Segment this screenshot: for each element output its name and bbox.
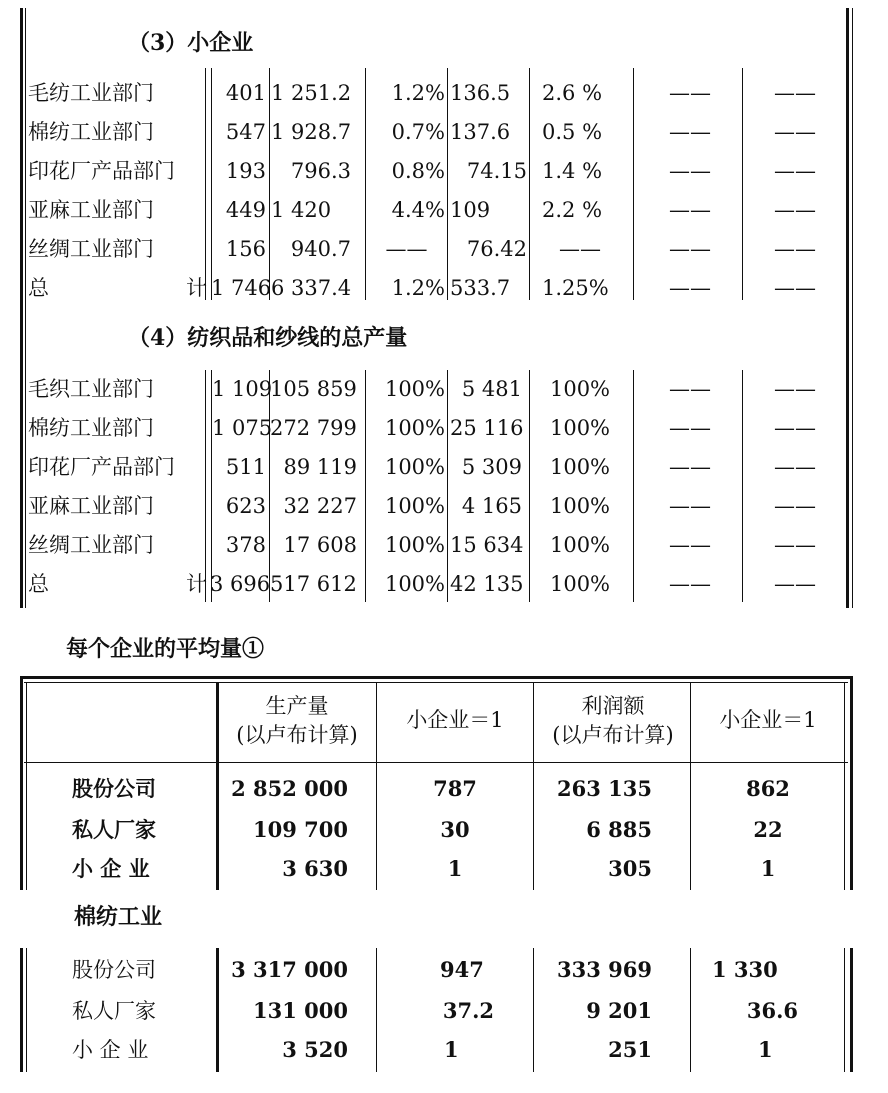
s3-cell-c2: 1 420 — [271, 198, 332, 222]
s3-cell-c1: 193 — [225, 159, 266, 183]
cotton-col-line — [533, 948, 534, 1072]
s4-cell-c5: 100% — [549, 533, 611, 557]
cotton-cell-c3: 333 969 — [557, 957, 652, 982]
s4-cell-c1: 1 075 — [212, 416, 273, 440]
avg-cell-c4: 862 — [746, 776, 790, 801]
avg-header-profit: 利润额 — [581, 694, 645, 718]
s4-total-label-right: 计 — [186, 572, 207, 596]
s4-cell-c2: 17 608 — [283, 533, 357, 557]
upper-table-left-border — [20, 8, 23, 608]
section3-title: （3）小企业 — [128, 30, 254, 56]
s4-col-line — [205, 370, 206, 602]
s3-cell-c1: 449 — [225, 198, 266, 222]
s4-col-line — [269, 370, 270, 602]
cotton-row-name: 私人厂家 — [72, 999, 156, 1023]
avg-col-line — [376, 682, 377, 890]
s4-cell-c7: —— — [774, 533, 816, 557]
s3-col-line — [633, 68, 634, 300]
s4-cell-c3: 100% — [384, 416, 445, 440]
avg-header-profit-unit: (以卢布计算) — [552, 723, 674, 747]
s3-cell-c3: 4.4% — [391, 198, 445, 222]
s4-cell-c4: 4 165 — [461, 494, 522, 518]
avg-table-right-border-inner — [844, 682, 845, 890]
s3-cell-c4: 136.5 — [450, 81, 511, 105]
s4-row-name: 亚麻工业部门 — [28, 494, 154, 518]
s4-row-name: 印花厂产品部门 — [28, 455, 175, 479]
s4-total-c4: 42 135 — [450, 572, 524, 596]
s4-cell-c2: 89 119 — [283, 455, 357, 479]
s4-total-c1: 3 696 — [210, 572, 271, 596]
s4-col-line — [211, 370, 212, 602]
s4-cell-c5: 100% — [549, 455, 611, 479]
s4-total-c3: 100% — [384, 572, 445, 596]
upper-table-right-border — [846, 8, 849, 608]
section4-title: （4）纺织品和纱线的总产量 — [128, 325, 408, 351]
avg-table-top-border — [20, 676, 852, 679]
avg-header-ratio-2: 小企业＝1 — [719, 708, 817, 732]
s4-cell-c6: —— — [669, 377, 711, 401]
s3-cell-c4: 74.15 — [466, 159, 527, 183]
s3-cell-c5: —— — [559, 237, 601, 261]
cotton-title: 棉纺工业 — [74, 904, 163, 930]
cotton-col-line — [690, 948, 691, 1072]
s3-cell-c7: —— — [774, 81, 816, 105]
cotton-cell-c1: 131 000 — [253, 998, 348, 1023]
avg-cell-c2: 787 — [433, 776, 477, 801]
avg-row-name: 私人厂家 — [72, 817, 156, 842]
s4-row-name: 丝绸工业部门 — [28, 533, 154, 557]
s3-col-line — [365, 68, 366, 300]
s4-cell-c3: 100% — [384, 494, 445, 518]
s4-cell-c4: 5 309 — [461, 455, 522, 479]
s4-cell-c6: —— — [669, 533, 711, 557]
avg-header-production-unit: (以卢布计算) — [236, 723, 358, 747]
cotton-col-line — [216, 948, 219, 1072]
avg-cell-c1: 3 630 — [282, 856, 348, 881]
avg-table-left-border-inner — [26, 682, 27, 890]
s4-cell-c7: —— — [774, 416, 816, 440]
s4-col-line — [365, 370, 366, 602]
s4-cell-c6: —— — [669, 455, 711, 479]
s3-col-line — [447, 68, 448, 300]
s4-cell-c7: —— — [774, 377, 816, 401]
avg-cell-c3: 6 885 — [586, 817, 652, 842]
cotton-cell-c3: 251 — [608, 1037, 652, 1062]
avg-header-ratio-1: 小企业＝1 — [406, 708, 504, 732]
cotton-cell-c4: 1 — [758, 1037, 773, 1062]
cotton-col-line — [376, 948, 377, 1072]
s4-cell-c7: —— — [774, 494, 816, 518]
s3-total-c3: 1.2% — [391, 276, 445, 300]
s4-total-c5: 100% — [549, 572, 611, 596]
avg-cell-c3: 305 — [608, 856, 652, 881]
avg-cell-c3: 263 135 — [557, 776, 652, 801]
avg-cell-c1: 109 700 — [253, 817, 348, 842]
s3-row-name: 亚麻工业部门 — [28, 198, 154, 222]
s3-col-line — [529, 68, 530, 300]
s3-cell-c6: —— — [669, 237, 711, 261]
avg-header-production: 生产量 — [265, 694, 329, 718]
s3-cell-c5: 2.6 % — [542, 81, 603, 105]
s3-cell-c2: 796.3 — [290, 159, 351, 183]
s3-cell-c7: —— — [774, 159, 816, 183]
s4-cell-c3: 100% — [384, 377, 445, 401]
s3-cell-c6: —— — [669, 120, 711, 144]
s4-cell-c1: 378 — [225, 533, 266, 557]
s4-cell-c3: 100% — [384, 455, 445, 479]
s3-cell-c5: 2.2 % — [542, 198, 603, 222]
avg-cell-c1: 2 852 000 — [231, 776, 348, 801]
cotton-right-border — [850, 948, 853, 1072]
s3-cell-c3: —— — [385, 237, 428, 261]
s4-cell-c5: 100% — [549, 494, 611, 518]
s4-cell-c5: 100% — [549, 416, 611, 440]
avg-cell-c4: 1 — [760, 856, 776, 881]
cotton-cell-c4: 1 330 — [712, 957, 778, 982]
s4-cell-c4: 25 116 — [450, 416, 524, 440]
cotton-cell-c1: 3 520 — [282, 1037, 348, 1062]
s4-col-line — [742, 370, 743, 602]
s3-total-label-left: 总 — [28, 276, 49, 300]
s3-cell-c6: —— — [669, 81, 711, 105]
s3-total-c6: —— — [669, 276, 711, 300]
s4-cell-c1: 623 — [225, 494, 266, 518]
s4-cell-c3: 100% — [384, 533, 445, 557]
s4-cell-c2: 105 859 — [270, 377, 357, 401]
s3-cell-c2: 940.7 — [290, 237, 351, 261]
s3-total-c7: —— — [774, 276, 816, 300]
s4-cell-c4: 5 481 — [461, 377, 522, 401]
cotton-cell-c3: 9 201 — [586, 998, 652, 1023]
s3-total-c1: 1 746 — [211, 276, 272, 300]
upper-table-left-border-inner — [25, 8, 26, 608]
s3-cell-c2: 1 251.2 — [271, 81, 352, 105]
s4-total-c2: 517 612 — [270, 572, 357, 596]
avg-table-top-border-inner — [24, 682, 848, 683]
s4-row-name: 棉纺工业部门 — [28, 416, 154, 440]
s3-cell-c1: 547 — [225, 120, 266, 144]
s3-row-name: 毛纺工业部门 — [28, 81, 154, 105]
cotton-row-name: 股份公司 — [72, 958, 156, 982]
s3-total-c2: 6 337.4 — [271, 276, 352, 300]
s3-cell-c4: 76.42 — [466, 237, 527, 261]
s3-total-c5: 1.25% — [542, 276, 609, 300]
s3-cell-c7: —— — [774, 198, 816, 222]
s3-cell-c1: 156 — [225, 237, 266, 261]
s3-cell-c6: —— — [669, 159, 711, 183]
s3-total-c4: 533.7 — [450, 276, 511, 300]
s4-cell-c6: —— — [669, 416, 711, 440]
s3-row-name: 棉纺工业部门 — [28, 120, 154, 144]
s3-row-name: 丝绸工业部门 — [28, 237, 154, 261]
s3-cell-c3: 1.2% — [391, 81, 445, 105]
s3-cell-c7: —— — [774, 120, 816, 144]
avg-table-header-divider — [24, 762, 848, 763]
s3-cell-c5: 0.5 % — [542, 120, 603, 144]
avg-col-line — [216, 682, 219, 890]
s3-total-label-right: 计 — [186, 276, 207, 300]
s4-total-c7: —— — [774, 572, 816, 596]
s4-total-c6: —— — [669, 572, 711, 596]
s4-row-name: 毛织工业部门 — [28, 377, 154, 401]
cotton-row-name: 小 企 业 — [72, 1038, 149, 1062]
cotton-cell-c2: 1 — [444, 1037, 459, 1062]
s4-cell-c1: 1 109 — [212, 377, 273, 401]
s4-col-line — [447, 370, 448, 602]
s3-col-line — [269, 68, 270, 300]
s3-cell-c5: 1.4 % — [542, 159, 603, 183]
s3-col-line — [742, 68, 743, 300]
s4-cell-c2: 272 799 — [270, 416, 357, 440]
s4-col-line — [529, 370, 530, 602]
s3-cell-c4: 137.6 — [450, 120, 511, 144]
s3-col-line — [211, 68, 212, 300]
avg-cell-c2: 30 — [440, 817, 470, 842]
s4-col-line — [633, 370, 634, 602]
s4-cell-c4: 15 634 — [450, 533, 524, 557]
avg-cell-c2: 1 — [447, 856, 463, 881]
s4-cell-c2: 32 227 — [283, 494, 357, 518]
avg-row-name: 小 企 业 — [72, 856, 150, 881]
s3-row-name: 印花厂产品部门 — [28, 159, 175, 183]
s3-cell-c7: —— — [774, 237, 816, 261]
cotton-right-border-inner — [844, 948, 845, 1072]
avg-col-line — [690, 682, 691, 890]
avg-table-right-border — [850, 676, 853, 890]
s4-total-label-left: 总 — [28, 572, 49, 596]
cotton-left-border-inner — [26, 948, 27, 1072]
avg-cell-c4: 22 — [753, 817, 783, 842]
avg-table-left-border — [20, 676, 23, 890]
s3-cell-c2: 1 928.7 — [271, 120, 352, 144]
average-table-title: 每个企业的平均量① — [66, 636, 265, 662]
avg-col-line — [533, 682, 534, 890]
upper-table-right-border-inner — [852, 8, 853, 608]
cotton-cell-c2: 37.2 — [442, 998, 494, 1023]
avg-row-name: 股份公司 — [72, 776, 156, 801]
cotton-cell-c1: 3 317 000 — [231, 957, 348, 982]
s3-cell-c1: 401 — [225, 81, 266, 105]
s3-cell-c3: 0.7% — [391, 120, 445, 144]
cotton-cell-c4: 36.6 — [746, 998, 798, 1023]
cotton-cell-c2: 947 — [440, 957, 484, 982]
s3-cell-c3: 0.8% — [391, 159, 445, 183]
s3-col-line — [205, 68, 206, 300]
s4-cell-c1: 511 — [225, 455, 266, 479]
s3-cell-c6: —— — [669, 198, 711, 222]
s4-cell-c6: —— — [669, 494, 711, 518]
s3-cell-c4: 109 — [450, 198, 491, 222]
s4-cell-c7: —— — [774, 455, 816, 479]
s4-cell-c5: 100% — [549, 377, 611, 401]
cotton-left-border — [20, 948, 23, 1072]
